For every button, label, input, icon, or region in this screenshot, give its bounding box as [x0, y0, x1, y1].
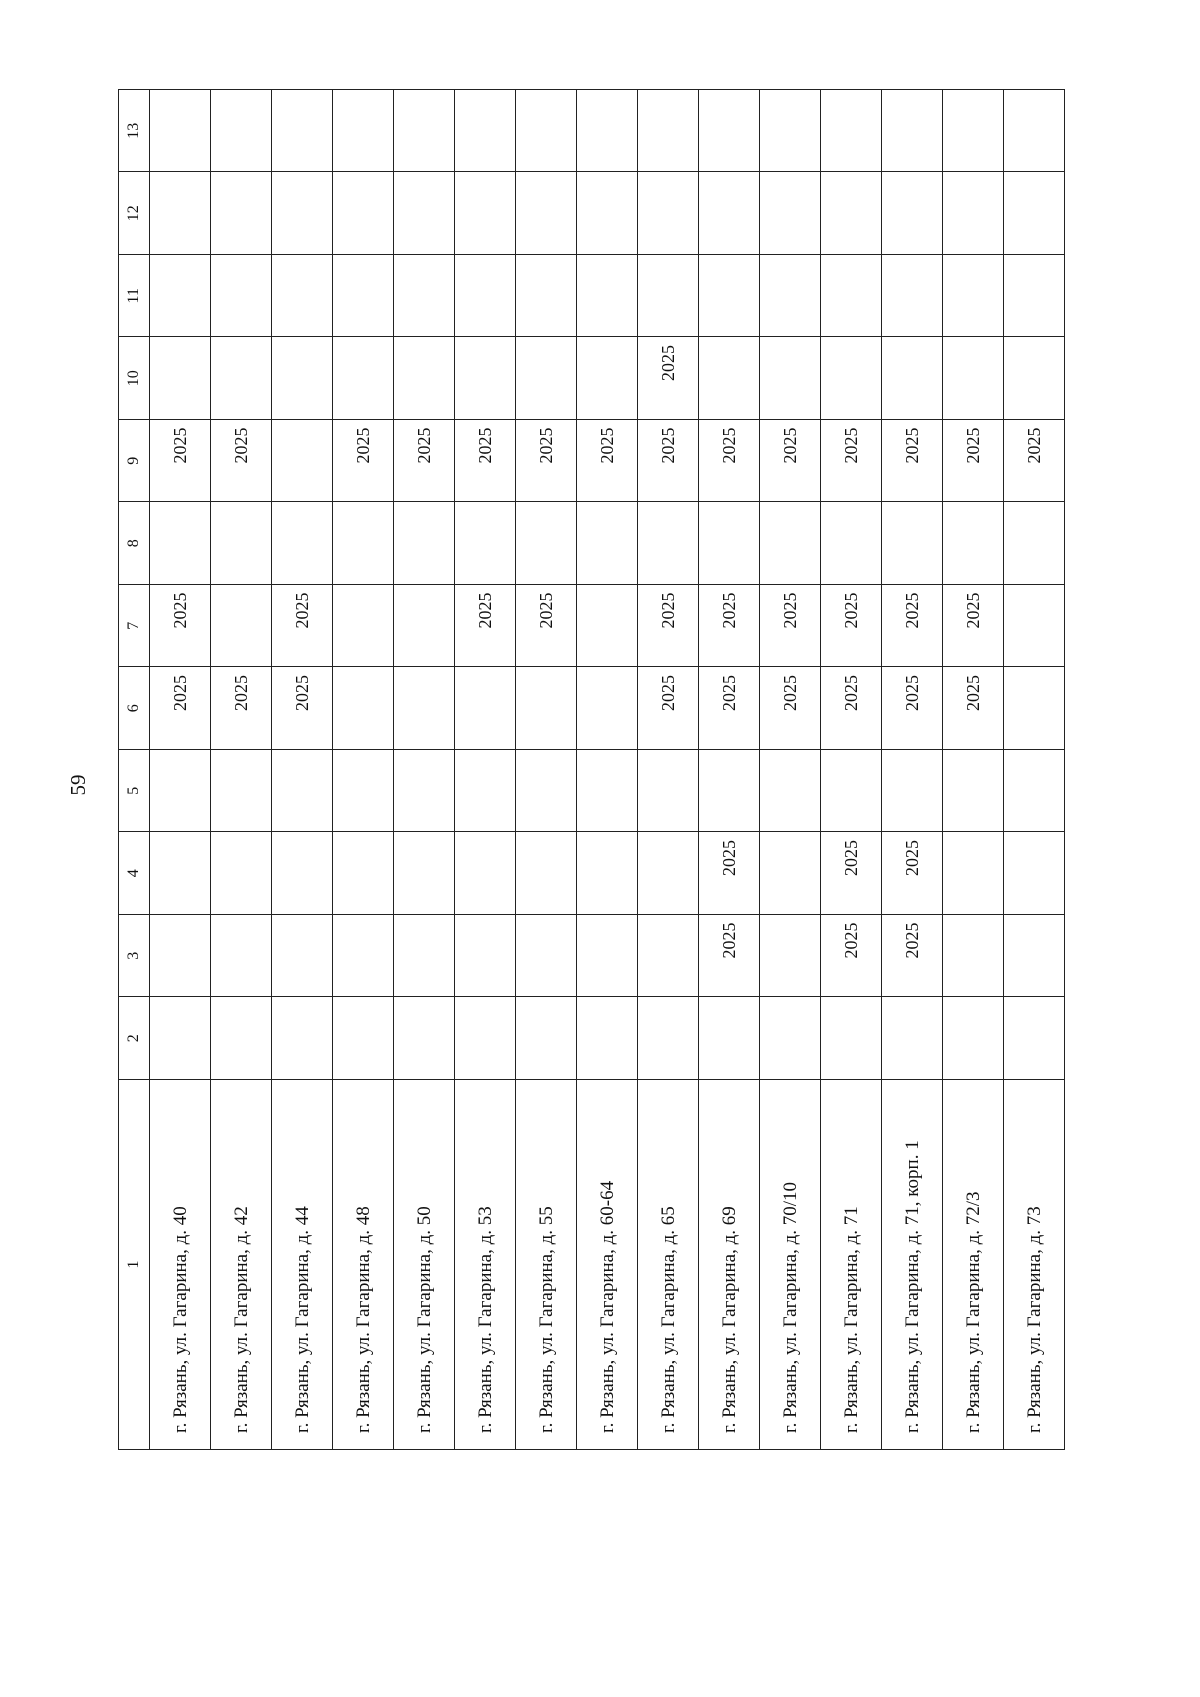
- address-cell: г. Рязань, ул. Гагарина, д. 71: [821, 1080, 882, 1450]
- year-cell-col-9: 2025: [577, 420, 638, 503]
- column-header-10: 10: [119, 337, 150, 420]
- year-cell-col-2: [638, 997, 699, 1080]
- year-cell-col-13: [821, 90, 882, 173]
- year-cell-col-9: 2025: [1004, 420, 1065, 503]
- year-cell-col-12: [821, 172, 882, 255]
- year-cell-col-5: [516, 750, 577, 833]
- year-cell-col-9: 2025: [394, 420, 455, 503]
- year-cell-col-12: [943, 172, 1004, 255]
- year-cell-col-4: [638, 832, 699, 915]
- year-cell-col-8: [699, 502, 760, 585]
- year-cell-col-9: 2025: [455, 420, 516, 503]
- year-cell-col-12: [150, 172, 211, 255]
- year-cell-col-6: 2025: [699, 667, 760, 750]
- year-cell-col-7: 2025: [516, 585, 577, 668]
- year-cell-col-7: 2025: [150, 585, 211, 668]
- year-cell-col-3: [272, 915, 333, 998]
- year-cell-col-7: 2025: [760, 585, 821, 668]
- year-cell-col-10: [760, 337, 821, 420]
- year-cell-col-10: 2025: [638, 337, 699, 420]
- column-header-6: 6: [119, 667, 150, 750]
- year-cell-col-6: 2025: [943, 667, 1004, 750]
- year-cell-col-2: [943, 997, 1004, 1080]
- year-cell-col-3: [638, 915, 699, 998]
- year-cell-col-4: 2025: [821, 832, 882, 915]
- year-cell-col-4: [272, 832, 333, 915]
- year-cell-col-12: [394, 172, 455, 255]
- year-cell-col-6: 2025: [760, 667, 821, 750]
- rotated-table-frame: [118, 90, 1045, 1450]
- year-cell-col-6: [455, 667, 516, 750]
- year-cell-col-8: [394, 502, 455, 585]
- table-row: [821, 90, 882, 1450]
- year-cell-col-13: [577, 90, 638, 173]
- address-cell: г. Рязань, ул. Гагарина, д. 72/3: [943, 1080, 1004, 1450]
- year-cell-col-11: [516, 255, 577, 338]
- table-row: [577, 90, 638, 1450]
- table-row: [333, 90, 394, 1450]
- year-cell-col-8: [1004, 502, 1065, 585]
- year-cell-col-7: [211, 585, 272, 668]
- address-cell: г. Рязань, ул. Гагарина, д. 70/10: [760, 1080, 821, 1450]
- year-cell-col-11: [943, 255, 1004, 338]
- year-cell-col-3: 2025: [882, 915, 943, 998]
- year-cell-col-6: 2025: [821, 667, 882, 750]
- year-cell-col-4: 2025: [882, 832, 943, 915]
- address-cell: г. Рязань, ул. Гагарина, д. 53: [455, 1080, 516, 1450]
- year-cell-col-6: 2025: [882, 667, 943, 750]
- year-cell-col-11: [699, 255, 760, 338]
- year-cell-col-6: 2025: [150, 667, 211, 750]
- year-cell-col-10: [455, 337, 516, 420]
- year-cell-col-6: [394, 667, 455, 750]
- year-cell-col-10: [333, 337, 394, 420]
- year-cell-col-10: [516, 337, 577, 420]
- year-cell-col-10: [577, 337, 638, 420]
- header-row: [119, 90, 150, 1450]
- year-cell-col-10: [272, 337, 333, 420]
- year-cell-col-9: 2025: [211, 420, 272, 503]
- year-cell-col-2: [699, 997, 760, 1080]
- year-cell-col-7: 2025: [699, 585, 760, 668]
- year-cell-col-11: [394, 255, 455, 338]
- column-header-5: 5: [119, 750, 150, 833]
- year-cell-col-3: [394, 915, 455, 998]
- address-cell: г. Рязань, ул. Гагарина, д. 69: [699, 1080, 760, 1450]
- year-cell-col-11: [821, 255, 882, 338]
- year-cell-col-5: [882, 750, 943, 833]
- year-cell-col-7: 2025: [943, 585, 1004, 668]
- year-cell-col-8: [577, 502, 638, 585]
- column-header-12: 12: [119, 172, 150, 255]
- address-cell: г. Рязань, ул. Гагарина, д. 65: [638, 1080, 699, 1450]
- year-cell-col-7: 2025: [455, 585, 516, 668]
- year-cell-col-5: [333, 750, 394, 833]
- year-cell-col-2: [882, 997, 943, 1080]
- year-cell-col-12: [699, 172, 760, 255]
- year-cell-col-3: [150, 915, 211, 998]
- year-cell-col-8: [272, 502, 333, 585]
- column-header-13: 13: [119, 90, 150, 173]
- schedule-table: [118, 89, 1065, 1450]
- year-cell-col-12: [516, 172, 577, 255]
- year-cell-col-10: [882, 337, 943, 420]
- year-cell-col-8: [516, 502, 577, 585]
- year-cell-col-6: [333, 667, 394, 750]
- year-cell-col-10: [394, 337, 455, 420]
- year-cell-col-9: 2025: [821, 420, 882, 503]
- table-row: [455, 90, 516, 1450]
- year-cell-col-9: [272, 420, 333, 503]
- year-cell-col-7: 2025: [272, 585, 333, 668]
- year-cell-col-9: 2025: [150, 420, 211, 503]
- year-cell-col-7: [1004, 585, 1065, 668]
- year-cell-col-8: [455, 502, 516, 585]
- year-cell-col-11: [882, 255, 943, 338]
- year-cell-col-11: [150, 255, 211, 338]
- year-cell-col-3: [943, 915, 1004, 998]
- year-cell-col-2: [1004, 997, 1065, 1080]
- table-row: [150, 90, 211, 1450]
- column-header-11: 11: [119, 255, 150, 338]
- year-cell-col-6: [1004, 667, 1065, 750]
- address-cell: г. Рязань, ул. Гагарина, д. 50: [394, 1080, 455, 1450]
- year-cell-col-7: 2025: [821, 585, 882, 668]
- year-cell-col-8: [943, 502, 1004, 585]
- table-row: [943, 90, 1004, 1450]
- year-cell-col-9: 2025: [516, 420, 577, 503]
- address-cell: г. Рязань, ул. Гагарина, д. 42: [211, 1080, 272, 1450]
- year-cell-col-4: [333, 832, 394, 915]
- year-cell-col-12: [455, 172, 516, 255]
- year-cell-col-13: [516, 90, 577, 173]
- year-cell-col-7: 2025: [882, 585, 943, 668]
- year-cell-col-13: [333, 90, 394, 173]
- year-cell-col-2: [821, 997, 882, 1080]
- year-cell-col-13: [272, 90, 333, 173]
- year-cell-col-3: 2025: [821, 915, 882, 998]
- year-cell-col-3: [516, 915, 577, 998]
- address-cell: г. Рязань, ул. Гагарина, д. 55: [516, 1080, 577, 1450]
- year-cell-col-8: [150, 502, 211, 585]
- year-cell-col-10: [821, 337, 882, 420]
- year-cell-col-12: [211, 172, 272, 255]
- year-cell-col-6: 2025: [638, 667, 699, 750]
- address-cell: г. Рязань, ул. Гагарина, д. 71, корп. 1: [882, 1080, 943, 1450]
- year-cell-col-5: [150, 750, 211, 833]
- year-cell-col-4: [1004, 832, 1065, 915]
- page-number: 59: [65, 774, 90, 796]
- year-cell-col-8: [211, 502, 272, 585]
- year-cell-col-3: [455, 915, 516, 998]
- column-header-4: 4: [119, 832, 150, 915]
- year-cell-col-13: [638, 90, 699, 173]
- year-cell-col-9: 2025: [943, 420, 1004, 503]
- year-cell-col-11: [577, 255, 638, 338]
- column-header-1: 1: [119, 1080, 150, 1450]
- year-cell-col-2: [577, 997, 638, 1080]
- year-cell-col-2: [272, 997, 333, 1080]
- table-row: [638, 90, 699, 1450]
- year-cell-col-5: [943, 750, 1004, 833]
- year-cell-col-8: [333, 502, 394, 585]
- year-cell-col-4: [516, 832, 577, 915]
- year-cell-col-10: [1004, 337, 1065, 420]
- table-container: [118, 90, 1045, 1450]
- address-cell: г. Рязань, ул. Гагарина, д. 48: [333, 1080, 394, 1450]
- year-cell-col-8: [638, 502, 699, 585]
- year-cell-col-5: [272, 750, 333, 833]
- year-cell-col-8: [760, 502, 821, 585]
- year-cell-col-5: [821, 750, 882, 833]
- year-cell-col-4: [760, 832, 821, 915]
- year-cell-col-4: [150, 832, 211, 915]
- year-cell-col-12: [577, 172, 638, 255]
- year-cell-col-5: [455, 750, 516, 833]
- year-cell-col-9: 2025: [638, 420, 699, 503]
- year-cell-col-5: [699, 750, 760, 833]
- year-cell-col-3: [211, 915, 272, 998]
- year-cell-col-12: [638, 172, 699, 255]
- year-cell-col-13: [150, 90, 211, 173]
- year-cell-col-3: [577, 915, 638, 998]
- year-cell-col-4: 2025: [699, 832, 760, 915]
- year-cell-col-6: [516, 667, 577, 750]
- table-row: [1004, 90, 1065, 1450]
- address-cell: г. Рязань, ул. Гагарина, д. 44: [272, 1080, 333, 1450]
- year-cell-col-2: [760, 997, 821, 1080]
- year-cell-col-3: [333, 915, 394, 998]
- year-cell-col-11: [638, 255, 699, 338]
- column-header-2: 2: [119, 997, 150, 1080]
- year-cell-col-2: [394, 997, 455, 1080]
- year-cell-col-3: [760, 915, 821, 998]
- year-cell-col-10: [211, 337, 272, 420]
- year-cell-col-13: [760, 90, 821, 173]
- year-cell-col-6: 2025: [211, 667, 272, 750]
- year-cell-col-8: [882, 502, 943, 585]
- year-cell-col-5: [211, 750, 272, 833]
- year-cell-col-10: [943, 337, 1004, 420]
- table-row: [760, 90, 821, 1450]
- year-cell-col-5: [577, 750, 638, 833]
- year-cell-col-7: [333, 585, 394, 668]
- year-cell-col-5: [394, 750, 455, 833]
- year-cell-col-2: [455, 997, 516, 1080]
- year-cell-col-12: [760, 172, 821, 255]
- column-header-7: 7: [119, 585, 150, 668]
- year-cell-col-5: [1004, 750, 1065, 833]
- year-cell-col-8: [821, 502, 882, 585]
- year-cell-col-12: [882, 172, 943, 255]
- year-cell-col-10: [150, 337, 211, 420]
- table-row: [699, 90, 760, 1450]
- year-cell-col-13: [943, 90, 1004, 173]
- year-cell-col-13: [394, 90, 455, 173]
- year-cell-col-2: [516, 997, 577, 1080]
- table-row: [394, 90, 455, 1450]
- column-header-3: 3: [119, 915, 150, 998]
- year-cell-col-4: [394, 832, 455, 915]
- year-cell-col-11: [211, 255, 272, 338]
- year-cell-col-5: [760, 750, 821, 833]
- year-cell-col-13: [1004, 90, 1065, 173]
- year-cell-col-11: [333, 255, 394, 338]
- year-cell-col-7: [394, 585, 455, 668]
- year-cell-col-3: 2025: [699, 915, 760, 998]
- column-header-9: 9: [119, 420, 150, 503]
- year-cell-col-13: [455, 90, 516, 173]
- year-cell-col-13: [882, 90, 943, 173]
- table-row: [272, 90, 333, 1450]
- address-cell: г. Рязань, ул. Гагарина, д. 40: [150, 1080, 211, 1450]
- year-cell-col-7: 2025: [638, 585, 699, 668]
- year-cell-col-4: [455, 832, 516, 915]
- year-cell-col-6: [577, 667, 638, 750]
- year-cell-col-4: [211, 832, 272, 915]
- year-cell-col-10: [699, 337, 760, 420]
- year-cell-col-11: [1004, 255, 1065, 338]
- year-cell-col-9: 2025: [333, 420, 394, 503]
- address-cell: г. Рязань, ул. Гагарина, д. 73: [1004, 1080, 1065, 1450]
- year-cell-col-7: [577, 585, 638, 668]
- year-cell-col-3: [1004, 915, 1065, 998]
- year-cell-col-9: 2025: [699, 420, 760, 503]
- year-cell-col-12: [272, 172, 333, 255]
- year-cell-col-12: [333, 172, 394, 255]
- year-cell-col-5: [638, 750, 699, 833]
- year-cell-col-9: 2025: [882, 420, 943, 503]
- year-cell-col-13: [211, 90, 272, 173]
- year-cell-col-6: 2025: [272, 667, 333, 750]
- table-row: [211, 90, 272, 1450]
- year-cell-col-2: [150, 997, 211, 1080]
- column-header-8: 8: [119, 502, 150, 585]
- year-cell-col-4: [943, 832, 1004, 915]
- table-row: [882, 90, 943, 1450]
- year-cell-col-4: [577, 832, 638, 915]
- address-cell: г. Рязань, ул. Гагарина, д. 60-64: [577, 1080, 638, 1450]
- year-cell-col-11: [272, 255, 333, 338]
- year-cell-col-2: [211, 997, 272, 1080]
- table-row: [516, 90, 577, 1450]
- year-cell-col-13: [699, 90, 760, 173]
- year-cell-col-9: 2025: [760, 420, 821, 503]
- year-cell-col-12: [1004, 172, 1065, 255]
- year-cell-col-11: [455, 255, 516, 338]
- table-body: [150, 90, 1065, 1450]
- year-cell-col-2: [333, 997, 394, 1080]
- year-cell-col-11: [760, 255, 821, 338]
